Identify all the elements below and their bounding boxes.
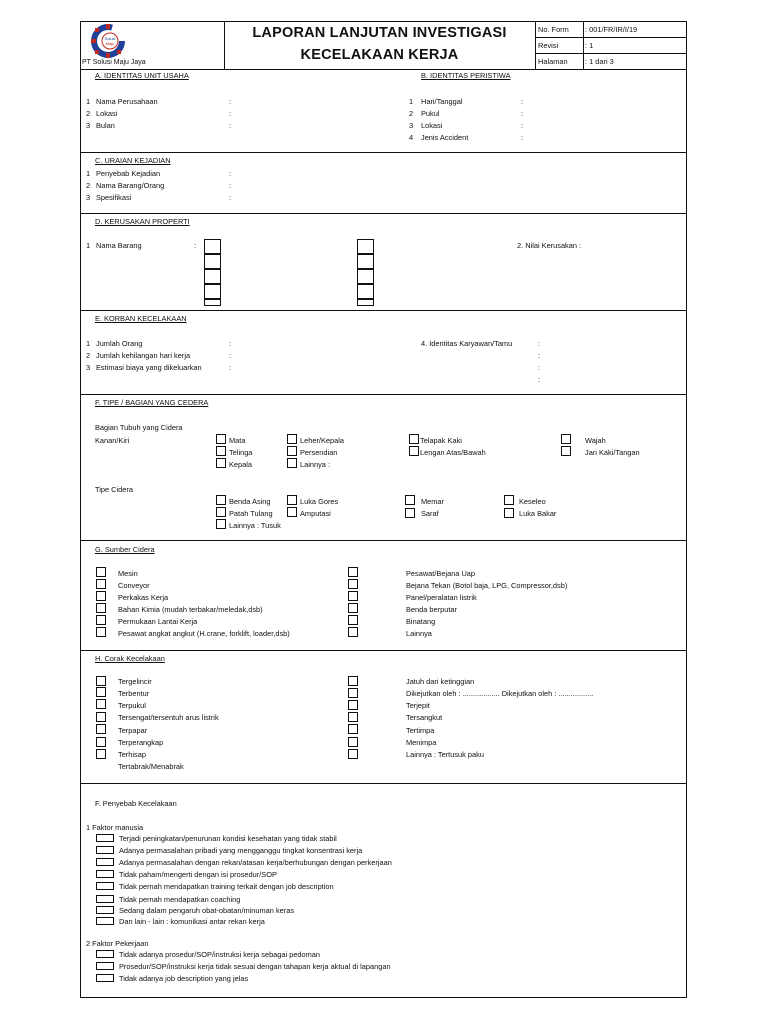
barang-box[interactable]	[204, 254, 221, 269]
meta-value-form: : 001/FR/IR/I/19	[585, 25, 638, 34]
barang-box[interactable]	[357, 269, 374, 284]
bagian-tubuh-label: Bagian Tubuh yang Cidera	[95, 423, 183, 432]
label-manusia-1: Terjadi peningkatan/penurunan kondisi kesehatan yang tidak stabil	[119, 834, 337, 843]
label-benda-asing: Benda Asing	[229, 497, 271, 506]
checkbox-lainnya-bagian[interactable]	[287, 458, 297, 468]
checkbox-jatuh[interactable]	[348, 676, 358, 686]
label-tergelincir: Tergelincir	[118, 677, 152, 686]
row-number: 2	[86, 351, 91, 360]
label-amputasi: Amputasi	[300, 509, 331, 518]
label-tertabrak: Tertabrak/Menabrak	[118, 762, 184, 771]
checkbox-persendian[interactable]	[287, 446, 297, 456]
label-jatuh: Jatuh dari ketinggian	[406, 677, 475, 686]
field-colon: :	[538, 363, 541, 372]
form-border-left	[80, 21, 81, 997]
section-a-heading: A. IDENTITAS UNIT USAHA	[95, 71, 189, 80]
label-benda-berputar: Benda berputar	[406, 605, 457, 614]
row-number: 3	[86, 193, 91, 202]
label-manusia-7: Sedang dalam pengaruh obat-obatan/minuman keras	[119, 906, 295, 915]
meta-value-revisi: : 1	[585, 41, 594, 50]
field-colon: :	[521, 97, 524, 106]
label-terjepit: Terjepit	[406, 701, 430, 710]
checkbox-bahan-kimia[interactable]	[96, 603, 106, 613]
label-terhisap: Terhisap	[118, 750, 146, 759]
label-bejana-uap: Pesawat/Bejana Uap	[406, 569, 476, 578]
row-number: 2	[86, 109, 91, 118]
field-colon: :	[229, 97, 232, 106]
field-colon: :	[538, 351, 541, 360]
kanan-kiri-label: Kanan/Kiri	[95, 436, 130, 445]
checkbox-lainnya-corak[interactable]	[348, 749, 358, 759]
field-colon: :	[229, 181, 232, 190]
section-h-heading: H. Corak Kecelakaan	[95, 654, 165, 663]
tipe-cidera-label: Tipe Cidera	[95, 485, 133, 494]
label-manusia-5: Tidak pernah mendapatkan training terkait dengan job description	[119, 882, 334, 891]
form-title-line1: LAPORAN LANJUTAN INVESTIGASI	[252, 25, 507, 41]
label-kepala: Kepala	[229, 460, 253, 469]
checkbox-lainnya-sumber[interactable]	[348, 627, 358, 637]
label-panel: Panel/peralatan listrik	[406, 593, 477, 602]
checkbox-binatang[interactable]	[348, 615, 358, 625]
svg-text:Solusi: Solusi	[104, 36, 116, 41]
label-patah-tulang: Patah Tulang	[229, 509, 273, 518]
field-colon: :	[229, 169, 232, 178]
checkbox-tertimpa[interactable]	[348, 724, 358, 734]
meta-value-halaman: : 1 dari 3	[585, 57, 614, 66]
label-bahan-kimia: Bahan Kimia (mudah terbakar/meledak,dsb)	[118, 605, 263, 614]
label-terpukul: Terpukul	[118, 701, 146, 710]
label-menimpa: Menimpa	[406, 738, 437, 747]
checkbox-pekerjaan-2[interactable]	[96, 962, 114, 970]
checkbox-conveyor[interactable]	[96, 579, 106, 589]
checkbox-terbentur[interactable]	[96, 687, 106, 697]
label-tersangkut: Tersangkut	[406, 713, 443, 722]
label-bejana-tekan: Bejana Tekan (Botol baja, LPG, Compressor,dsb)	[406, 581, 568, 590]
label-pekerjaan-2: Prosedur/SOP/instruksi kerja tidak sesuai dengan tahapan kerja aktual di lapangan	[119, 962, 391, 971]
label-manusia-8: Dan lain - lain : komunikasi antar rekan kerja	[119, 917, 265, 926]
checkbox-manusia-4[interactable]	[96, 870, 114, 878]
field-colon: :	[229, 109, 232, 118]
field-colon: :	[229, 193, 232, 202]
label-manusia-4: Tidak paham/mengerti dengan isi prosedur/SOP	[119, 870, 277, 879]
label-luka-gores: Luka Gores	[300, 497, 339, 506]
label-manusia-6: Tidak pernah mendapatkan coaching	[119, 895, 241, 904]
label-mata: Mata	[229, 436, 246, 445]
label-mesin: Mesin	[118, 569, 138, 578]
section-f-heading: F. TIPE / BAGIAN YANG CEDERA	[95, 398, 209, 407]
label-tertimpa: Tertimpa	[406, 726, 435, 735]
field-label-penyebab: Penyebab Kejadian	[96, 169, 161, 178]
field-colon: :	[521, 133, 524, 142]
checkbox-manusia-1[interactable]	[96, 834, 114, 842]
meta-label-halaman: Halaman	[538, 57, 568, 66]
faktor-manusia-label: 1 Faktor manusia	[86, 823, 144, 832]
field-label-jumlah-orang: Jumlah Orang	[96, 339, 143, 348]
label-telinga: Telinga	[229, 448, 253, 457]
svg-text:Maju: Maju	[105, 41, 115, 46]
field-label-bulan: Bulan	[96, 121, 115, 130]
label-manusia-3: Adanya permasalahan dengan rekan/atasan kerja/berhubungan dengan perkerjaan	[119, 858, 392, 867]
field-label-nama-barang-orang: Nama Barang/Orang	[96, 181, 165, 190]
label-terpapar: Terpapar	[118, 726, 148, 735]
section-g-heading: G. Sumber Cidera	[95, 545, 155, 554]
field-label-lokasi-peristiwa: Lokasi	[421, 121, 443, 130]
faktor-pekerjaan-label: 2 Faktor Pekerjaan	[86, 939, 149, 948]
field-colon: :	[229, 363, 232, 372]
checkbox-telapak-kaki[interactable]	[409, 434, 419, 444]
row-number: 2	[409, 109, 414, 118]
checkbox-pesawat-angkat[interactable]	[96, 627, 106, 637]
checkbox-tersangkut[interactable]	[348, 712, 358, 722]
form-title-line2: KECELAKAAN KERJA	[300, 47, 459, 63]
checkbox-manusia-3[interactable]	[96, 858, 114, 866]
checkbox-telinga[interactable]	[216, 446, 226, 456]
field-colon: :	[194, 241, 197, 250]
label-keseleo: Keseleo	[519, 497, 546, 506]
checkbox-manusia-8[interactable]	[96, 917, 114, 925]
field-label-hari-tanggal: Hari/Tanggal	[421, 97, 463, 106]
label-manusia-2: Adanya permasalahan pribadi yang mengganggu tingkat konsentrasi kerja	[119, 846, 363, 855]
checkbox-terhisap[interactable]	[96, 749, 106, 759]
label-dikejutkan: Dikejutkan oleh : .................. Dikejutkan oleh : .................	[406, 689, 594, 698]
checkbox-benda-berputar[interactable]	[348, 603, 358, 613]
field-colon: :	[229, 351, 232, 360]
label-saraf: Saraf	[421, 509, 439, 518]
label-telapak-kaki: Telapak Kaki	[420, 436, 462, 445]
checkbox-saraf[interactable]	[405, 508, 415, 518]
label-terbentur: Terbentur	[118, 689, 150, 698]
row-number: 1	[86, 339, 91, 348]
checkbox-benda-asing[interactable]	[216, 495, 226, 505]
company-logo	[86, 24, 138, 58]
checkbox-manusia-6[interactable]	[96, 895, 114, 903]
label-jari: Jari Kaki/Tangan	[585, 448, 640, 457]
checkbox-wajah[interactable]	[561, 434, 571, 444]
field-colon: :	[521, 109, 524, 118]
label-lainnya-bagian: Lainnya :	[300, 460, 330, 469]
checkbox-luka-bakar[interactable]	[504, 508, 514, 518]
field-label-estimasi-biaya: Estimasi biaya yang dikeluarkan	[96, 363, 202, 372]
row-number: 1	[86, 241, 91, 250]
checkbox-lengan[interactable]	[409, 446, 419, 456]
checkbox-pekerjaan-1[interactable]	[96, 950, 114, 958]
field-label-nilai-kerusakan: 2. Nilai Kerusakan :	[517, 241, 582, 250]
barang-box[interactable]	[204, 269, 221, 284]
barang-box[interactable]	[357, 239, 374, 254]
checkbox-tergelincir[interactable]	[96, 676, 106, 686]
section-c-heading: C. URAIAN KEJADIAN	[95, 156, 171, 165]
checkbox-dikejutkan[interactable]	[348, 688, 358, 698]
row-number: 4	[409, 133, 414, 142]
label-tersengat: Tersengat/tersentuh arus listrik	[118, 713, 219, 722]
section-e-heading: E. KORBAN KECELAKAAN	[95, 314, 187, 323]
field-label-pukul: Pukul	[421, 109, 440, 118]
row-number: 2	[86, 181, 91, 190]
checkbox-luka-gores[interactable]	[287, 495, 297, 505]
checkbox-bejana-uap[interactable]	[348, 567, 358, 577]
checkbox-menimpa[interactable]	[348, 737, 358, 747]
section-d-heading: D. KERUSAKAN PROPERTI	[95, 217, 190, 226]
field-label-spesifikasi: Spesifikasi	[96, 193, 132, 202]
checkbox-memar[interactable]	[405, 495, 415, 505]
checkbox-leher[interactable]	[287, 434, 297, 444]
label-persendian: Persendian	[300, 448, 338, 457]
checkbox-manusia-5[interactable]	[96, 882, 114, 890]
row-number: 3	[86, 363, 91, 372]
checkbox-lainnya-tusuk[interactable]	[216, 519, 226, 529]
label-pesawat-angkat: Pesawat angkat angkut (H.crane, forklift, loader,dsb)	[118, 629, 290, 638]
checkbox-lantai[interactable]	[96, 615, 106, 625]
checkbox-pekerjaan-3[interactable]	[96, 974, 114, 982]
label-lengan: Lengan Atas/Bawah	[420, 448, 486, 457]
label-lainnya-tusuk: Lainnya : Tusuk	[229, 521, 281, 530]
row-number: 1	[409, 97, 414, 106]
label-wajah: Wajah	[585, 436, 606, 445]
field-colon: :	[521, 121, 524, 130]
checkbox-mata[interactable]	[216, 434, 226, 444]
row-number: 1	[86, 97, 91, 106]
label-pekerjaan-3: Tidak adanya job description yang jelas	[119, 974, 249, 983]
checkbox-manusia-2[interactable]	[96, 846, 114, 854]
barang-box[interactable]	[204, 299, 221, 306]
checkbox-bejana-tekan[interactable]	[348, 579, 358, 589]
barang-box[interactable]	[357, 254, 374, 269]
checkbox-terjepit[interactable]	[348, 700, 358, 710]
label-luka-bakar: Luka Bakar	[519, 509, 557, 518]
barang-box[interactable]	[357, 284, 374, 299]
field-label-jenis-accident: Jenis Accident	[421, 133, 469, 142]
field-colon: :	[229, 121, 232, 130]
checkbox-panel[interactable]	[348, 591, 358, 601]
checkbox-terperangkap[interactable]	[96, 737, 106, 747]
label-lantai: Permukaan Lantai Kerja	[118, 617, 198, 626]
field-colon: :	[538, 375, 541, 384]
checkbox-mesin[interactable]	[96, 567, 106, 577]
checkbox-amputasi[interactable]	[287, 507, 297, 517]
row-number: 3	[86, 121, 91, 130]
section-b-heading: B. IDENTITAS PERISTIWA	[421, 71, 511, 80]
field-label-lokasi: Lokasi	[96, 109, 118, 118]
checkbox-perkakas[interactable]	[96, 591, 106, 601]
row-number: 3	[409, 121, 414, 130]
field-label-nama-perusahaan: Nama Perusahaan	[96, 97, 158, 106]
field-label-identitas: 4. Identitas Karyawan/Tamu	[421, 339, 513, 348]
checkbox-tersengat[interactable]	[96, 712, 106, 722]
checkbox-keseleo[interactable]	[504, 495, 514, 505]
checkbox-terpukul[interactable]	[96, 699, 106, 709]
label-binatang: Binatang	[406, 617, 436, 626]
barang-box[interactable]	[357, 299, 374, 306]
barang-box[interactable]	[204, 284, 221, 299]
meta-label-revisi: Revisi	[538, 41, 559, 50]
field-colon: :	[538, 339, 541, 348]
barang-box[interactable]	[204, 239, 221, 254]
form-border-top	[80, 21, 686, 22]
label-pekerjaan-1: Tidak adanya prosedur/SOP/instruksi kerja sebagai pedoman	[119, 950, 321, 959]
field-colon: :	[229, 339, 232, 348]
label-perkakas: Perkakas Kerja	[118, 593, 169, 602]
label-lainnya-corak: Lainnya : Tertusuk paku	[406, 750, 484, 759]
label-lainnya-sumber: Lainnya	[406, 629, 432, 638]
field-label-nama-barang: Nama Barang	[96, 241, 142, 250]
checkbox-terpapar[interactable]	[96, 724, 106, 734]
checkbox-patah-tulang[interactable]	[216, 507, 226, 517]
company-name: PT Solusi Maju Jaya	[82, 59, 146, 66]
checkbox-jari[interactable]	[561, 446, 571, 456]
label-terperangkap: Terperangkap	[118, 738, 164, 747]
checkbox-kepala[interactable]	[216, 458, 226, 468]
form-border-right	[686, 21, 687, 997]
form-border-bottom	[80, 997, 687, 998]
field-label-hari-kerja: Jumlah kehilangan hari kerja	[96, 351, 191, 360]
meta-label-form: No. Form	[538, 25, 569, 34]
row-number: 1	[86, 169, 91, 178]
label-leher: Leher/Kepala	[300, 436, 344, 445]
label-memar: Memar	[421, 497, 444, 506]
section-penyebab-heading: F. Penyebab Kecelakaan	[95, 799, 177, 808]
label-conveyor: Conveyor	[118, 581, 150, 590]
checkbox-manusia-7[interactable]	[96, 906, 114, 914]
